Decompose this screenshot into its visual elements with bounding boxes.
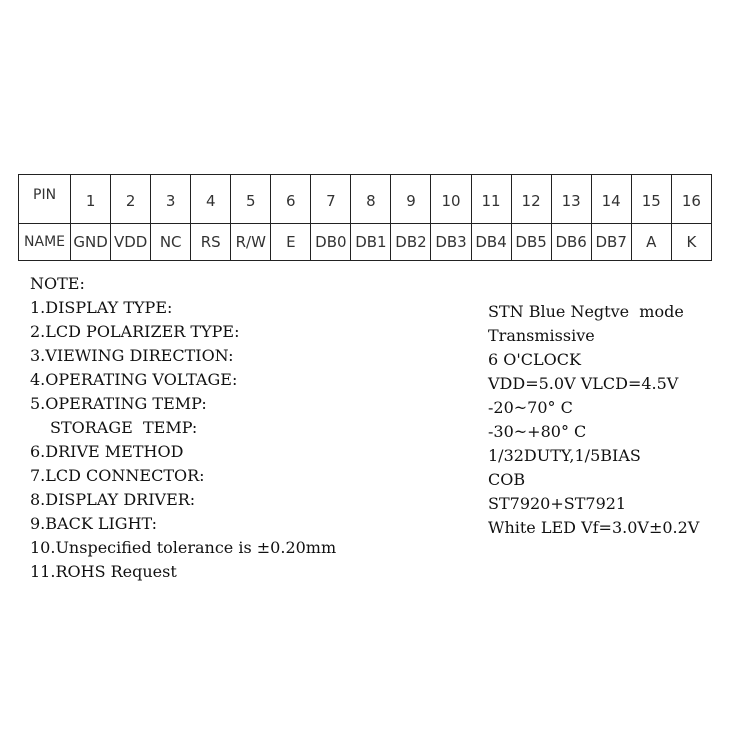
spec-value: White LED Vf=3.0V±0.2V — [488, 518, 700, 537]
pin-name: DB6 — [551, 224, 591, 261]
pin-name: DB4 — [471, 224, 511, 261]
pin-number: 11 — [471, 175, 511, 224]
spec-value: COB — [488, 470, 526, 489]
spec-value: Transmissive — [488, 326, 595, 345]
pin-name-row — [19, 224, 712, 261]
note-item: 1.DISPLAY TYPE: — [30, 298, 173, 317]
pin-number: 7 — [311, 175, 351, 224]
pin-name: A — [631, 224, 671, 261]
pin-number: 5 — [231, 175, 271, 224]
note-item: STORAGE TEMP: — [50, 418, 198, 437]
pin-number: 1 — [71, 175, 111, 224]
spec-value: 6 O'CLOCK — [488, 350, 581, 369]
pin-number: 15 — [631, 175, 671, 224]
pin-name: DB1 — [351, 224, 391, 261]
pin-name: E — [271, 224, 311, 261]
pin-number: 3 — [151, 175, 191, 224]
note-item: 9.BACK LIGHT: — [30, 514, 158, 533]
pin-name: DB2 — [391, 224, 431, 261]
pin-number: 2 — [111, 175, 151, 224]
note-item: 3.VIEWING DIRECTION: — [30, 346, 234, 365]
pin-name: DB7 — [591, 224, 631, 261]
note-item: 8.DISPLAY DRIVER: — [30, 490, 196, 509]
spec-values — [488, 300, 699, 540]
pin-number: 9 — [391, 175, 431, 224]
pin-number: 6 — [271, 175, 311, 224]
pin-header: PIN — [19, 175, 71, 224]
pin-name: DB3 — [431, 224, 471, 261]
pin-number: 8 — [351, 175, 391, 224]
spec-value: -30~+80° C — [488, 422, 587, 441]
pin-number: 4 — [191, 175, 231, 224]
note-item: 7.LCD CONNECTOR: — [30, 466, 205, 485]
spec-value: 1/32DUTY,1/5BIAS — [488, 446, 641, 465]
spec-value: -20~70° C — [488, 398, 573, 417]
pin-number: 13 — [551, 175, 591, 224]
note-item: 6.DRIVE METHOD — [30, 442, 184, 461]
note-item: 5.OPERATING TEMP: — [30, 394, 207, 413]
pin-name: R/W — [231, 224, 271, 261]
pin-name: GND — [71, 224, 111, 261]
name-header: NAME — [19, 224, 71, 261]
pin-number: 14 — [591, 175, 631, 224]
notes-list — [30, 272, 336, 584]
spec-value: STN Blue Negtve mode — [488, 302, 684, 321]
pin-number: 16 — [671, 175, 711, 224]
spec-value: ST7920+ST7921 — [488, 494, 627, 513]
notes-title: NOTE: — [30, 274, 85, 293]
pin-number-row — [19, 175, 712, 224]
pin-number: 12 — [511, 175, 551, 224]
note-item: 2.LCD POLARIZER TYPE: — [30, 322, 240, 341]
pin-table — [18, 174, 712, 261]
pin-name: RS — [191, 224, 231, 261]
pin-number: 10 — [431, 175, 471, 224]
pin-name: DB0 — [311, 224, 351, 261]
note-item: 11.ROHS Request — [30, 562, 177, 581]
pin-name: DB5 — [511, 224, 551, 261]
pin-name: NC — [151, 224, 191, 261]
note-item: 10.Unspecified tolerance is ±0.20mm — [30, 538, 337, 557]
note-item: 4.OPERATING VOLTAGE: — [30, 370, 238, 389]
pin-name: VDD — [111, 224, 151, 261]
spec-value: VDD=5.0V VLCD=4.5V — [488, 374, 679, 393]
pin-name: K — [671, 224, 711, 261]
